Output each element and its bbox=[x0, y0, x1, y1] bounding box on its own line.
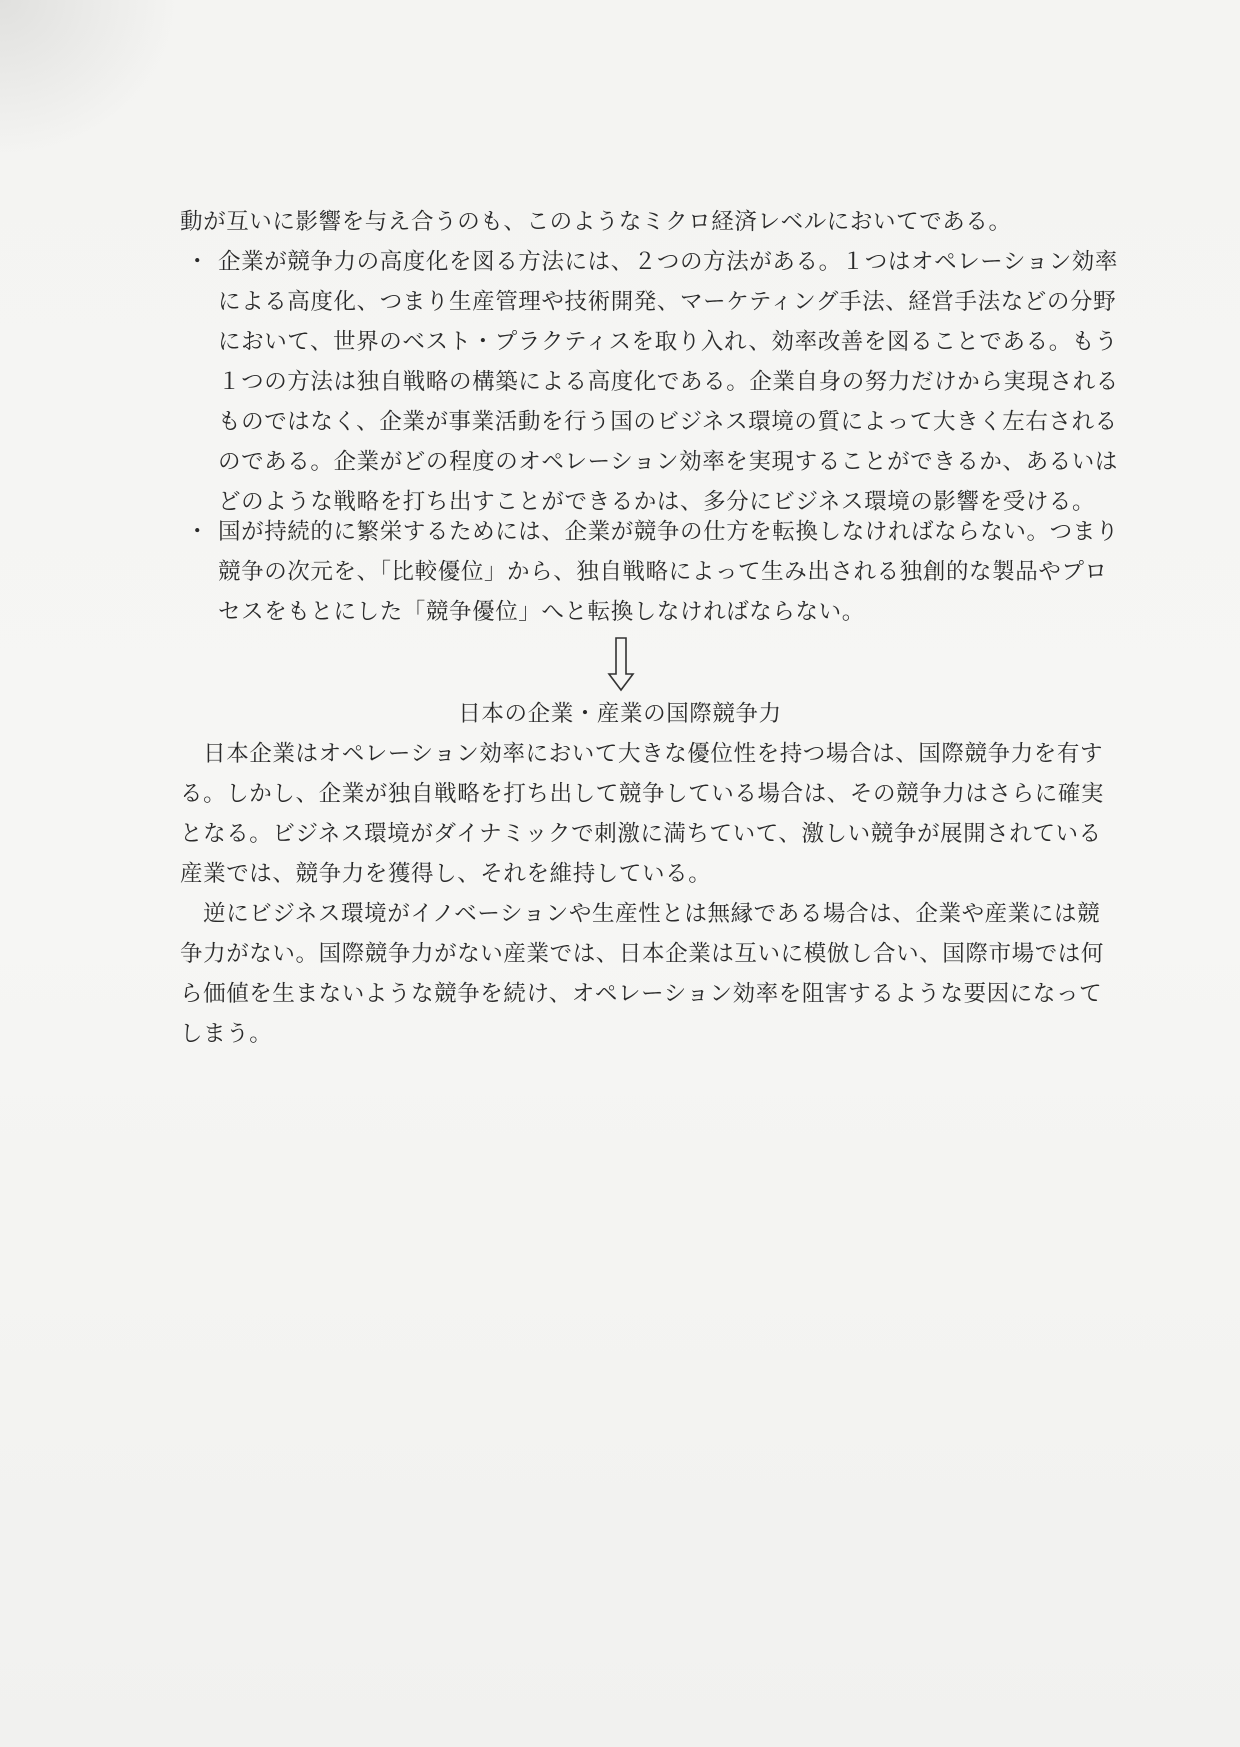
bullet-line: 国が持続的に繁栄するためには、企業が競争の仕方を転換しなければならない。つまり bbox=[218, 519, 1119, 545]
bullet-line: どのような戦略を打ち出すことができるかは、多分にビジネス環境の影響を受ける。 bbox=[218, 489, 1096, 515]
paragraph-line: 産業では、競争力を獲得し、それを維持している。 bbox=[180, 861, 712, 887]
paragraph-line: 争力がない。国際競争力がない産業では、日本企業は互いに模倣し合い、国際市場では何 bbox=[180, 941, 1105, 967]
bullet-line: ものではなく、企業が事業活動を行う国のビジネス環境の質によって大きく左右される bbox=[218, 409, 1118, 435]
paragraph-line: る。しかし、企業が独自戦略を打ち出して競争している場合は、その競争力はさらに確実 bbox=[180, 781, 1105, 807]
bullet-line: 競争の次元を、「比較優位」から、独自戦略によって生み出される独創的な製品やプロ bbox=[218, 559, 1108, 585]
down-arrow-icon bbox=[607, 636, 635, 692]
intro-line: 動が互いに影響を与え合うのも、このようなミクロ経済レベルにおいてである。 bbox=[180, 209, 1012, 235]
paragraph-line: ら価値を生まないような競争を続け、オペレーション効率を阻害するような要因になって bbox=[180, 981, 1103, 1007]
paragraph-line: となる。ビジネス環境がダイナミックで刺激に満ちていて、激しい競争が展開されている bbox=[180, 821, 1102, 847]
bullet-mark: ・ bbox=[186, 519, 210, 545]
paragraph-line: 日本企業はオペレーション効率において大きな優位性を持つ場合は、国際競争力を有す bbox=[180, 741, 1104, 767]
paragraph-line: しまう。 bbox=[180, 1021, 273, 1047]
bullet-line: のである。企業がどの程度のオペレーション効率を実現することができるか、あるいは bbox=[218, 449, 1119, 475]
section-heading: 日本の企業・産業の国際競争力 bbox=[458, 701, 782, 727]
bullet-line: １つの方法は独自戦略の構築による高度化である。企業自身の努力だけから実現される bbox=[218, 369, 1119, 395]
bullet-line: セスをもとにした「競争優位」へと転換しなければならない。 bbox=[218, 599, 865, 625]
bullet-mark: ・ bbox=[186, 249, 210, 275]
paragraph-line: 逆にビジネス環境がイノベーションや生産性とは無縁である場合は、企業や産業には競 bbox=[180, 901, 1101, 927]
bullet-line: による高度化、つまり生産管理や技術開発、マーケティング手法、経営手法などの分野 bbox=[218, 289, 1117, 315]
bullet-line: 企業が競争力の高度化を図る方法には、２つの方法がある。１つはオペレーション効率 bbox=[218, 249, 1119, 275]
scan-shadow bbox=[0, 0, 180, 160]
bullet-line: において、世界のベスト・プラクティスを取り入れ、効率改善を図ることである。もう bbox=[218, 329, 1119, 355]
